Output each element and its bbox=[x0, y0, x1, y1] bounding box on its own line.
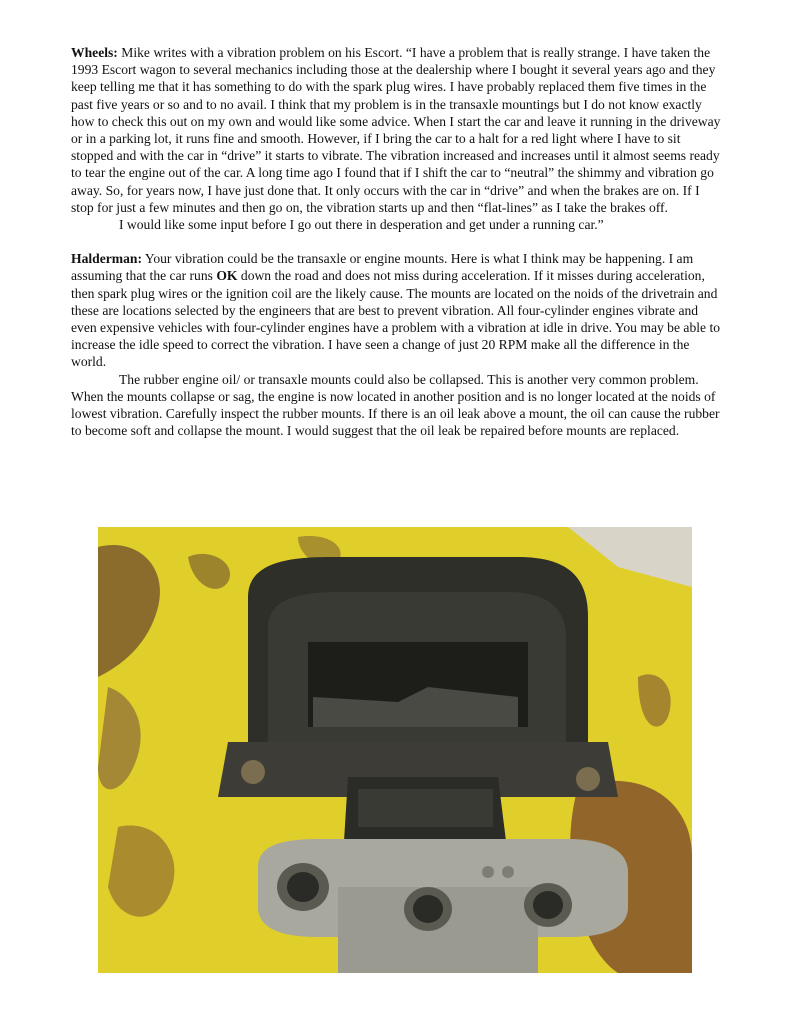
rubber-block-face bbox=[358, 789, 493, 827]
wheels-paragraph bbox=[71, 44, 721, 216]
engine-mount-illustration bbox=[98, 527, 692, 973]
bolt-hole bbox=[241, 760, 265, 784]
wheels-closing: I would like some input before I go out there in desperation and get under a running car.” bbox=[119, 217, 604, 233]
halderman-heading: Halderman: bbox=[71, 251, 142, 267]
wheels-heading: Wheels: bbox=[71, 45, 118, 60]
halderman-text-a: Your vibration could be the transaxle or engine mounts. Here is what I think may be happening. I am assuming that the car runs bbox=[71, 251, 694, 284]
wheels-text: Mike writes with a vibration problem on his Escort. “I have a problem that is really strange. I have taken the 1993 Escort wagon to several mechanics including those at the dealership where I bought it several years ago and they keep telling me that it has something to do with the spark plug wires. I have probably replaced them five times in the past five years or so and to no avail. I think that my problem is in the transaxle mountings but I do not know exactly how to check this out on my own and would like some advice. When I start the car and leave it running in the driveway or in a parking lot, it runs fine and smooth. However, if I bring the car to a halt for a red light where I have to sit stopped and with the car in “drive” it starts to vibrate. The vibration increased and increases until it almost seems ready to tear the engine out of the car. A long time ago I found that if I shift the car to “neutral” the shimmy and vibration go away. So, for years now, I have just done that. It only occurs with the car in “drive” and when the brakes are on. If I stop for just a few minutes and then go on, the vibration starts up and then “flat-lines” as I take the brakes off. bbox=[71, 45, 721, 215]
halderman-mounts-paragraph: The rubber engine oil/ or transaxle mounts could also be collapsed. This is another very common problem. When the mounts collapse or sag, the engine is now located in another position and is no longer located at the noids of lowest vibration. Carefully inspect the rubber mounts. If there is an oil leak above a mount, the oil can cause the rubber to become soft and collapse the mount. I would suggest that the oil leak be repaired before mounts are replaced. bbox=[71, 371, 720, 439]
bolt-hole bbox=[576, 767, 600, 791]
engine-mount-photo bbox=[98, 527, 692, 973]
article bbox=[71, 44, 721, 439]
halderman-text-b: down the road and does not miss during acceleration. If it misses during acceleration, then spark plug wires or the ignition coil are the likely cause. The mounts are located on the noids of the drivetrain and these are locations selected by the engineers that are best to prevent vibration. All four-cylinder engines vibrate and even expensive vehicles with four-cylinder engines have a problem with a vibration at idle in drive. You may be able to increase the idle speed to correct the vibration. I have seen a change of just 20 RPM make all the difference in the world. bbox=[71, 268, 721, 370]
halderman-paragraph bbox=[71, 250, 721, 370]
halderman-ok: OK bbox=[216, 268, 238, 284]
